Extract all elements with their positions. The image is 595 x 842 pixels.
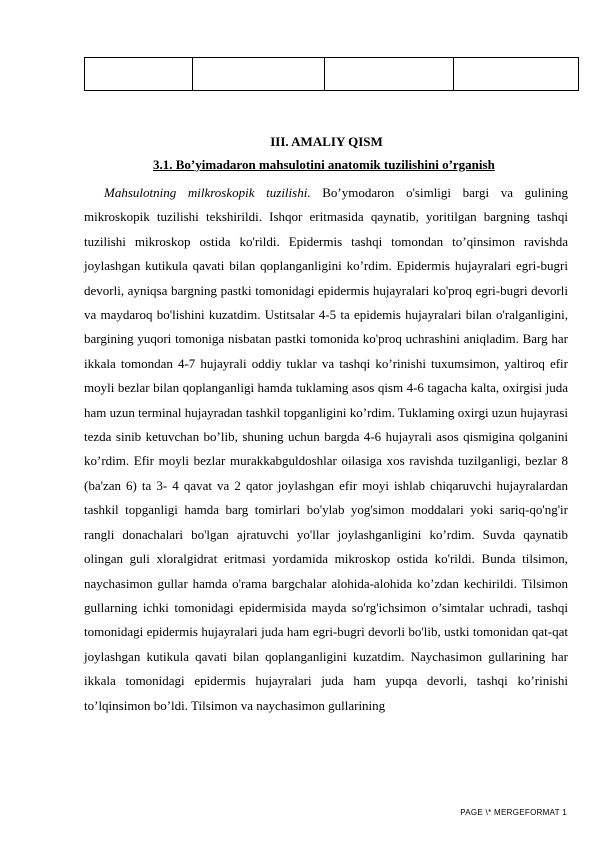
paragraph-text: Bo’ymodaron o'simligi bargi va gulining mikroskopik tuzilishi tekshirildi. Ishqor eritmasida qaynatib, yoritilgan bargning tashqi tuzilishi mikroskop ostida ko'rildi. Epidermis tashqi tomondan to’qinsimon ravishda joylashgan kutikula qavati bilan qoplanganligini ko’rdim. Epidermis hujayralari egri-bugri devorli, ayniqsa bargning pastki tomonidagi epidermis hujayralari ko'proq egri-bugri devorli va maydaroq bo'lishini kuzatdim. Ustitsalar 4-5 ta epidemis hujayralari bilan o'ralganligini, bargining yuqori tomoniga nisbatan pastki tomonida ko'proq uchrashini aniqladim. Barg har ikkala tomondan 4-7 hujayrali oddiy tuklar va tashqi ko’rinishi tuxumsimon, yaltiroq efir moyli bezlar bilan qoplanganligi hamda tuklaming asos qism 4-6 tagacha kalta, oxirgisi juda ham uzun terminal hujayradan tashkil topganligini ko’rdim. Tuklaming oxirgi uzun hujayrasi tezda sinib ketuvchan bo’lib, shuning uchun bargda 4-6 hujayrali asos qismigina qolganini ko’rdim. Efir moyli bezlar murakkabguldoshlar oilasiga xos ravishda tuzilganligi, bezlar 8 (ba'zan 6) ta 3- 4 qavat va 2 qator joylashgan efir moyi ishlab chiqaruvchi hujayralardan tashkil topganligi hamda barg tomirlari bo'ylab yog'simon moddalari yoki sariq-qo'ng'ir rangli donachalari bo'lgan ajratuvchi yo'llar joylashganligini ko’rdim. Suvda qaynatib olingan guli xloralgidrat eritmasi yordamida mikroskop ostida ko'rildi. Bunda tilsimon, naychasimon gullar hamda o'rama bargchalar alohida-alohida ko’zdan kechirildi. Tilsimon gullarning ichki tomonidagi epidermisida mayda so'rg'ichsimon o’simtalar uchradi, tashqi tomonidagi epidermis hujayralari juda ham egri-bugri devorli bo'lib, ustki tomonidan qat-qat joylashgan kutikula qavati bilan qoplanganligini kuzatdim. Naychasimon gullarining har ikkala tomonidagi epidermis hujayralari juda ham yupqa devorli, tashqi ko’rinishi to’lqinsimon bo’ldi. Tilsimon va naychasimon gullarining xyxy=(84,185,568,713)
table-cell xyxy=(325,58,454,91)
table-row xyxy=(85,58,579,91)
paragraph-lead: Mahsulotning milkroskopik tuzilishi. xyxy=(104,185,311,200)
section-subtitle: 3.1. Bo’yimadaron mahsulotini anatomik tuzilishini o’rganish xyxy=(153,157,495,172)
page-number-field: PAGE \* MERGEFORMAT 1 xyxy=(460,808,567,817)
body-paragraph xyxy=(84,181,568,718)
table-cell xyxy=(193,58,325,91)
table-cell xyxy=(454,58,579,91)
section-title: III. AMALIY QISM xyxy=(270,134,383,149)
table-cell xyxy=(85,58,193,91)
header-table xyxy=(84,57,579,91)
